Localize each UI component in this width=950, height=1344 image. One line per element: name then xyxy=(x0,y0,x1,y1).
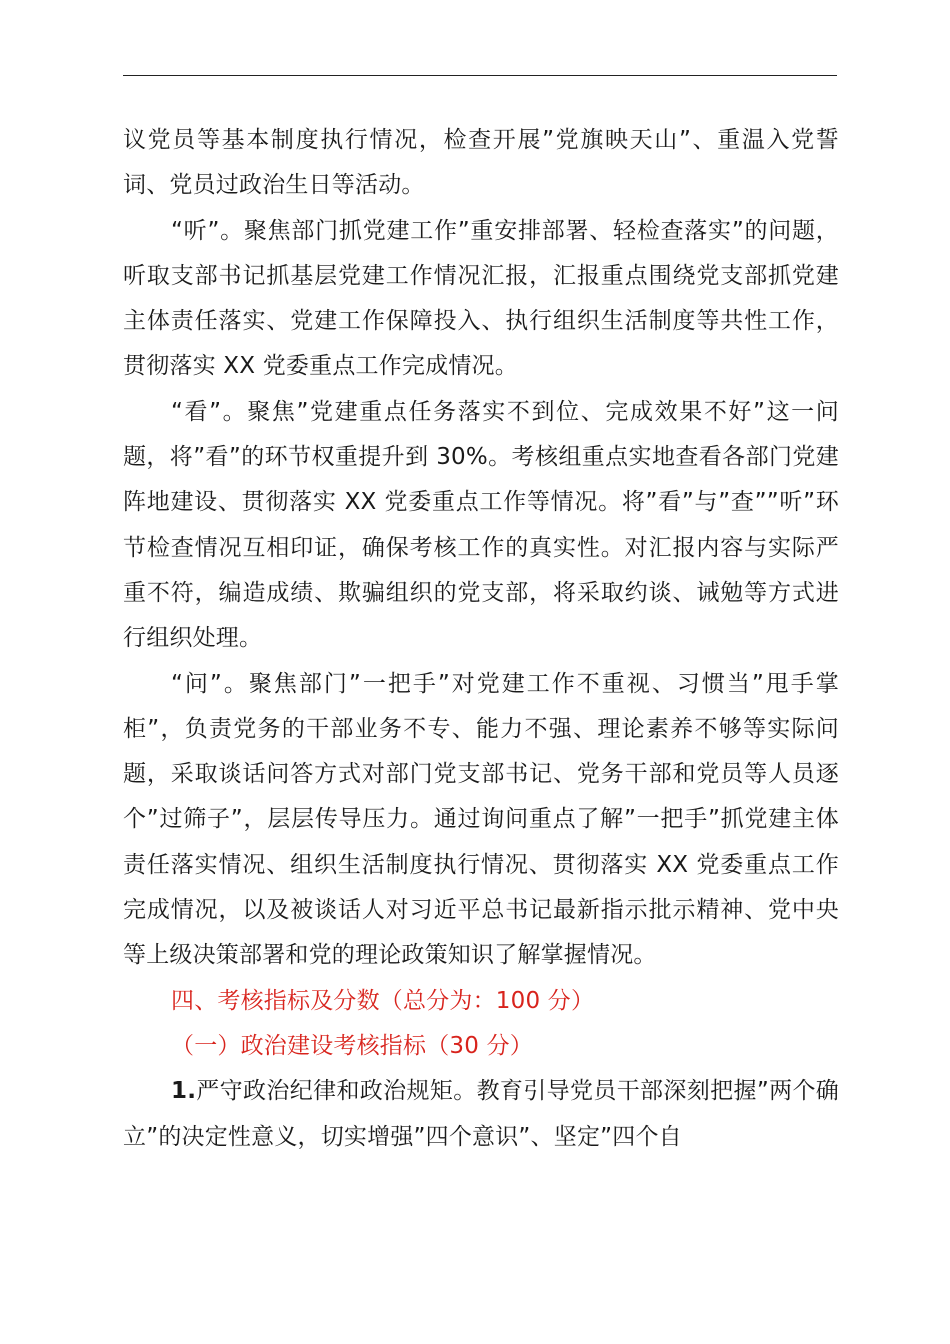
numbered-item xyxy=(123,1069,839,1160)
item-number: 1. xyxy=(171,1078,197,1105)
paragraph-continuation: 议党员等基本制度执行情况，检查开展”党旗映天山”、重温入党誓词、党员过政治生日等活动。 xyxy=(123,127,839,199)
paragraph-listen: “听”。聚焦部门抓党建工作”重安排部署、轻检查落实”的问题，听取支部书记抓基层党建工作情况汇报，汇报重点围绕党支部抓党建主体责任落实、党建工作保障投入、执行组织生活制度等共性工作，贯彻落实 XX 党委重点工作完成情况。 xyxy=(123,217,839,380)
header-rule xyxy=(123,75,837,76)
item-text: 严守政治纪律和政治规矩。教育引导党员干部深刻把握”两个确立”的决定性意义，切实增强”四个意识”、坚定”四个自 xyxy=(123,1078,839,1150)
section-heading: 四、考核指标及分数（总分为：100 分） xyxy=(171,987,595,1014)
paragraph-ask: “问”。聚焦部门”一把手”对党建工作不重视、习惯当”甩手掌柜”，负责党务的干部业务不专、能力不强、理论素养不够等实际问题，采取谈话问答方式对部门党支部书记、党务干部和党员等人员逐个”过筛子”，层层传导压力。通过询问重点了解”一把手”抓党建主体责任落实情况、组织生活制度执行情况、贯彻落实 XX 党委重点工作完成情况，以及被谈话人对习近平总书记最新指示批示精神、党中央等上级决策部署和党的理论政策知识了解掌握情况。 xyxy=(123,670,839,969)
document-body xyxy=(123,118,839,1160)
subsection-heading: （一）政治建设考核指标（30 分） xyxy=(171,1032,533,1059)
paragraph-look: “看”。聚焦”党建重点任务落实不到位、完成效果不好”这一问题，将”看”的环节权重提升到 30%。考核组重点实地查看各部门党建阵地建设、贯彻落实 XX 党委重点工作等情况。将”看”与”查””听”环节检查情况互相印证，确保考核工作的真实性。对汇报内容与实际严重不符，编造成绩、欺骗组织的党支部，将采取约谈、诫勉等方式进行组织处理。 xyxy=(123,398,839,652)
